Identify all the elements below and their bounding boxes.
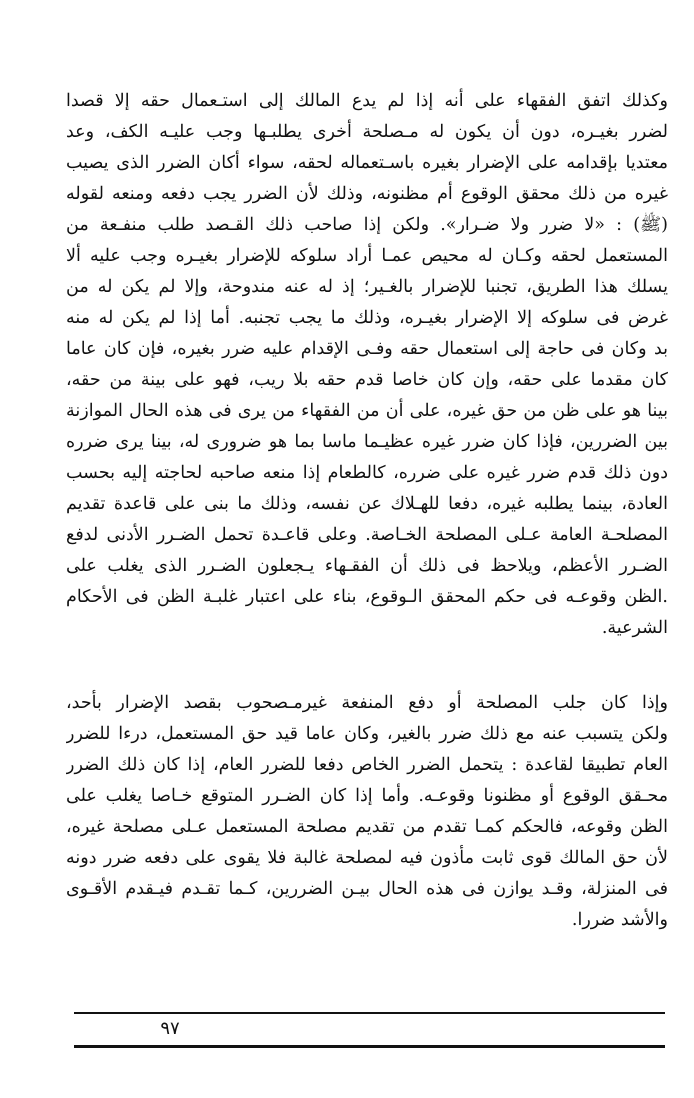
text-line: غرض فى سلوكه إلا الإضرار بغيـره، وذلك ما يجب تجنبه. أما إذا لم يكن له منه xyxy=(66,308,668,328)
text-line: غيره من ذلك محقق الوقوع أم مظنونه، وذلك لأن الضرر يجب دفعه ومنعه لقوله xyxy=(66,184,668,204)
text-line: المستعمل لحقه وكـان له محيص عمـا أراد سلوكه للإضرار بغيـره وجب عليه ألا xyxy=(66,246,668,266)
text-line: الضـرر الأعظم، ويلاحظ فى ذلك أن الفقـهاء يـجعلون الضـرر الذى يغلب على xyxy=(66,556,668,576)
text-line: كان مقدما على حقه، وإن كان خاصا قدم حقه بلا ريب، فهو على بينة من حقه، xyxy=(66,370,668,390)
text-line: بد وكان فى حاجة إلى استعمال حقه وفـى الإقدام عليه ضرر بغيره، فإن كان عاما xyxy=(66,339,668,359)
text-line: يسلك هذا الطريق، تجنبا للإضرار بالغـير؛ إذ له عنه مندوحة، وإلا لم يكن له من xyxy=(66,277,668,297)
text-line: العادة، بينما يطلبه غيره، دفعا للهـلاك عن نفسه، وذلك ما بنى على قاعدة تقديم xyxy=(66,494,668,514)
text-line: لضرر بغيـره، دون أن يكون له مـصلحة أخرى يطلبـها وجب عليـه الكف، وعد xyxy=(66,122,668,142)
text-line: بين الضررين، فإذا كان ضرر غيره عظيـما ماسا بما هو ضرورى له، بينا يرى ضرره xyxy=(66,432,668,452)
text-line: (ﷺ) : «لا ضرر ولا ضـرار». ولكن إذا صاحب ذلك القـصد طلب منفـعة من xyxy=(66,215,668,235)
text-line: لأن حق المالك قوى ثابت مأذون فيه لمصلحة غالبة فلا يقوى على دفعه ضرر دونه xyxy=(66,848,668,868)
text-line: الظن وقوعه، فالحكم كمـا تقدم من تقديم مصلحة المستعمل عـلى مصلحة غيره، xyxy=(66,817,668,837)
text-line: والأشد ضررا. xyxy=(571,910,668,930)
text-line: الشرعية. xyxy=(601,618,668,638)
footer-rule-top xyxy=(74,1012,665,1014)
paragraph-1 xyxy=(66,86,668,644)
paragraph-2 xyxy=(66,688,668,936)
text-line: العام تطبيقا لقاعدة : يتحمل الضرر الخاص دفعا للضرر العام، إذا كان ذلك الضرر xyxy=(66,755,668,775)
page-number: ٩٧ xyxy=(160,1018,180,1039)
text-line: فى المنزلة، وقـد يوازن فى هذه الحال بيـن الضررين، كـما تقـدم فيـقدم الأقـوى xyxy=(66,879,668,899)
text-line: معتديا بإقدامه على الإضرار بغيره باسـتعماله لحقه، سواء أكان الضرر الذى يصيب xyxy=(66,153,668,173)
text-line: ولكن يتسبب عنه مع ذلك ضرر بالغير، وكان عاما قيد حق المستعمل، درءا للضرر xyxy=(66,724,668,744)
text-line: دون ذلك قدم ضرر غيره على ضرره، كالطعام إذا منعه صاحبه لحاجته إليه بحسب xyxy=(66,463,668,483)
text-line: محـقق الوقوع أو مظنونا وقوعـه. وأما إذا كان الضـرر المتوقع خـاصا يغلب على xyxy=(66,786,668,806)
text-line: المصلحـة العامة عـلى المصلحة الخـاصة. وعلى قاعـدة تحمل الضـرر الأدنى لدفع xyxy=(66,525,668,545)
text-line: وكذلك اتفق الفقهاء على أنه إذا لم يدع المالك إلى استـعمال حقه إلا قصدا xyxy=(66,91,668,111)
text-line: بينا هو على ظن من حق غيره، على أن من الفقهاء من يرى فى هذه الحال الموازنة xyxy=(66,401,668,421)
footer-rule-bottom xyxy=(74,1045,665,1048)
text-line: وإذا كان جلب المصلحة أو دفع المنفعة غيرمـصحوب بقصد الإضرار بأحد، xyxy=(66,693,668,713)
text-line: .الظن وقوعـه فى حكم المحقق الـوقوع، بناء على اعتبار غلبـة الظن فى الأحكام xyxy=(66,587,668,607)
